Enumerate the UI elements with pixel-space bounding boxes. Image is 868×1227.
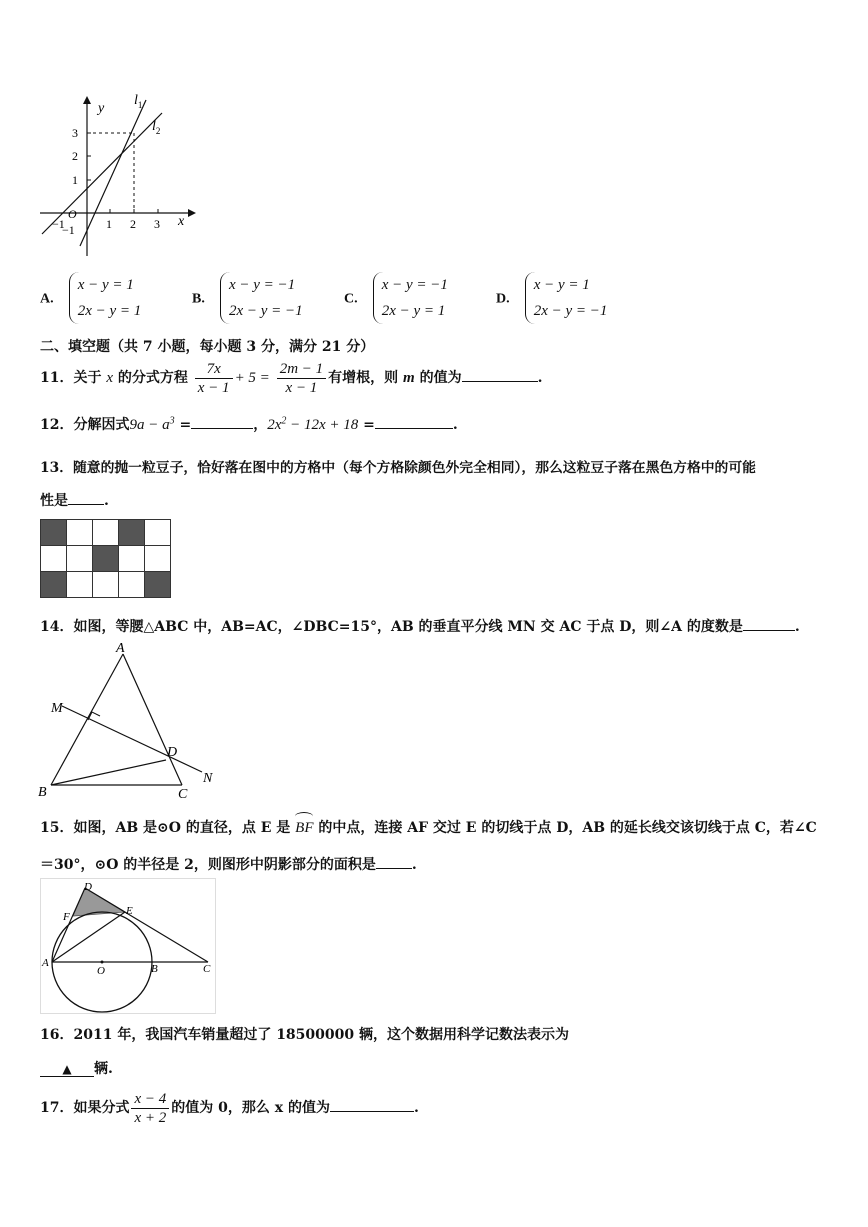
q11-mid: 的分式方程 [113,370,188,386]
q17-fraction: $\frac{x - 4}{x + 2}$ [131,1090,169,1127]
question-12 [40,414,458,434]
q11-mid2: 有增根，则 [328,370,404,386]
q12-exp2: 2 [281,415,287,427]
option-a-eq1: x − y = 1 [77,277,134,293]
neg-y-tick: −1 [62,223,75,237]
q15-line1-text: 15．如图，AB 是⊙O 的直径，点 E 是 [40,820,291,836]
grid-cell-black [41,520,67,546]
q11-plus5: + 5 = [234,370,270,386]
option-d-eq1: x − y = 1 [533,277,590,293]
q15-arc-bf: BF [295,814,313,837]
grid-row [41,520,171,546]
q12-answer-blank-1[interactable] [191,414,253,429]
x-tick-3: 3 [154,217,160,231]
q17-post: 的值为 0，那么 x 的值为 [171,1100,330,1116]
option-d-eq2: 2x − y = −1 [533,303,608,319]
x-axis-label: x [178,214,185,229]
neg-x-tick: −1 [52,217,65,231]
option-c-system [373,272,448,324]
q17-pre: 17．如果分式 [40,1100,130,1116]
q11-pre: 11．关于 [40,370,107,386]
option-a-label: A. [40,291,54,307]
q15-line2-text: ＝30°，⊙O 的半径是 2，则图形中阴影部分的面积是 [40,857,376,873]
label-C: C [178,787,188,802]
question-11 [40,358,542,398]
grid-cell-white [119,546,145,572]
q12-expr2b: − 12x + 18 [286,417,359,433]
q17-end: . [413,1100,419,1116]
q13-answer-blank[interactable] [68,490,104,505]
grid-cell-white [93,572,119,598]
segment-AB [51,654,123,785]
q12-expr2a: 2x [267,417,282,433]
option-a [40,272,141,324]
l2-label: $l_2$ [152,119,161,136]
q12-eq1: = [174,417,192,433]
grid-cell-white [67,520,93,546]
q13-end: . [104,493,109,509]
grid-cell-black [119,520,145,546]
option-d [496,272,607,324]
question-16-line1: 16．2011 年，我国汽车销量超过了 18500000 辆，这个数据用科学记数法表示为 [40,1027,569,1043]
y-axis-arrow [83,96,91,104]
label-D: D [167,745,178,760]
option-a-eq2: 2x − y = 1 [77,303,142,319]
grid-cell-white [93,520,119,546]
option-b [192,272,303,324]
x-axis-arrow [188,209,196,217]
question-15-line2 [40,854,417,874]
line-l2 [42,113,162,234]
label-D15: D [84,881,92,893]
q15-end: . [411,857,417,873]
option-b-system [220,272,303,324]
q15-answer-blank[interactable] [376,854,412,869]
q11-answer-blank[interactable] [462,367,538,382]
label-M: M [51,701,63,716]
coordinate-graph [38,88,198,260]
label-E15: E [126,905,133,917]
q14-end: . [794,619,800,635]
grid-cell-white [145,546,171,572]
q12-pre: 12．分解因式 [40,417,130,433]
y-tick-2: 2 [72,149,78,163]
l1-label: $l_1$ [134,93,143,110]
q15-line1b-text: 的中点，连接 AF 交过 E 的切线于点 D，AB 的延长线交该切线于点 C，若∠C [313,820,817,836]
q17-answer-blank[interactable] [330,1097,414,1112]
q16-answer-blank[interactable] [40,1062,94,1077]
grid-row [41,572,171,598]
q12-comma: ， [253,417,268,433]
grid-cell-white [67,546,93,572]
option-d-system [525,272,608,324]
grid-cell-black [93,546,119,572]
bean-grid [40,519,171,598]
grid-row [41,546,171,572]
y-tick-3: 3 [72,126,78,140]
grid-cell-white [41,546,67,572]
label-B: B [38,785,47,800]
triangle-figure [36,640,226,804]
section-title: 二、填空题（共 7 小题，每小题 3 分，满分 21 分） [40,339,375,355]
question-13-line1: 13．随意的抛一粒豆子，恰好落在图中的方格中（每个方格除颜色外完全相同），那么这粒豆子落在黑色方格中的可能 [40,460,756,476]
segment-AC [123,654,182,785]
x-tick-2: 2 [130,217,136,231]
option-d-label: D. [496,291,510,307]
option-c [344,272,448,324]
label-B15: B [151,963,158,975]
option-c-eq1: x − y = −1 [381,277,448,293]
y-axis-label: y [98,101,105,116]
q11-var-m: m [403,370,415,386]
option-b-label: B. [192,291,205,307]
question-13-line2 [40,490,109,510]
q11-end: . [537,370,543,386]
q13-line2-text: 性是 [40,493,68,509]
label-A: A [116,641,125,656]
q12-expr1: 9a − a [129,417,170,433]
line-l1 [80,100,146,246]
label-A15: A [42,957,49,969]
grid-cell-black [145,572,171,598]
segment-BD [51,760,166,785]
grid-cell-white [67,572,93,598]
label-N: N [203,771,213,786]
label-F15: F [63,911,70,923]
option-c-eq2: 2x − y = 1 [381,303,446,319]
center-dot [101,961,104,964]
q12-end: . [452,417,458,433]
question-15-line1 [40,814,817,837]
q12-eq2: = [358,417,375,433]
option-b-eq2: 2x − y = −1 [228,303,303,319]
circle-tangent-figure [40,878,216,1014]
triangle-icon: ▲ [62,1062,72,1076]
y-tick-1: 1 [72,173,78,187]
question-17 [40,1088,419,1128]
grid-cell-white [119,572,145,598]
label-C15: C [203,963,211,975]
option-b-eq1: x − y = −1 [228,277,296,293]
option-a-system [69,272,142,324]
q16-unit: 辆. [94,1061,113,1077]
option-c-label: C. [344,291,358,307]
q11-var-x: x [106,370,114,386]
question-16-line2 [40,1058,113,1078]
q14-text: 14．如图，等腰△ABC 中，AB=AC，∠DBC=15°，AB 的垂直平分线 MN 交 AC 于点 D，则∠A 的度数是 [40,619,743,635]
line-MN [62,706,202,772]
x-tick-1: 1 [106,217,112,231]
question-14 [40,616,800,636]
q11-post: 的值为 [414,370,462,386]
origin-label: O [68,207,77,221]
q12-exp1: 3 [169,415,175,427]
grid-cell-white [145,520,171,546]
q12-answer-blank-2[interactable] [375,414,453,429]
grid-cell-black [41,572,67,598]
q11-fraction-2: $\frac{2m - 1}{x - 1}$ [277,360,326,397]
q14-answer-blank[interactable] [743,616,795,631]
q11-fraction-1: $\frac{7x}{x - 1}$ [195,360,233,397]
label-O15: O [97,965,105,977]
